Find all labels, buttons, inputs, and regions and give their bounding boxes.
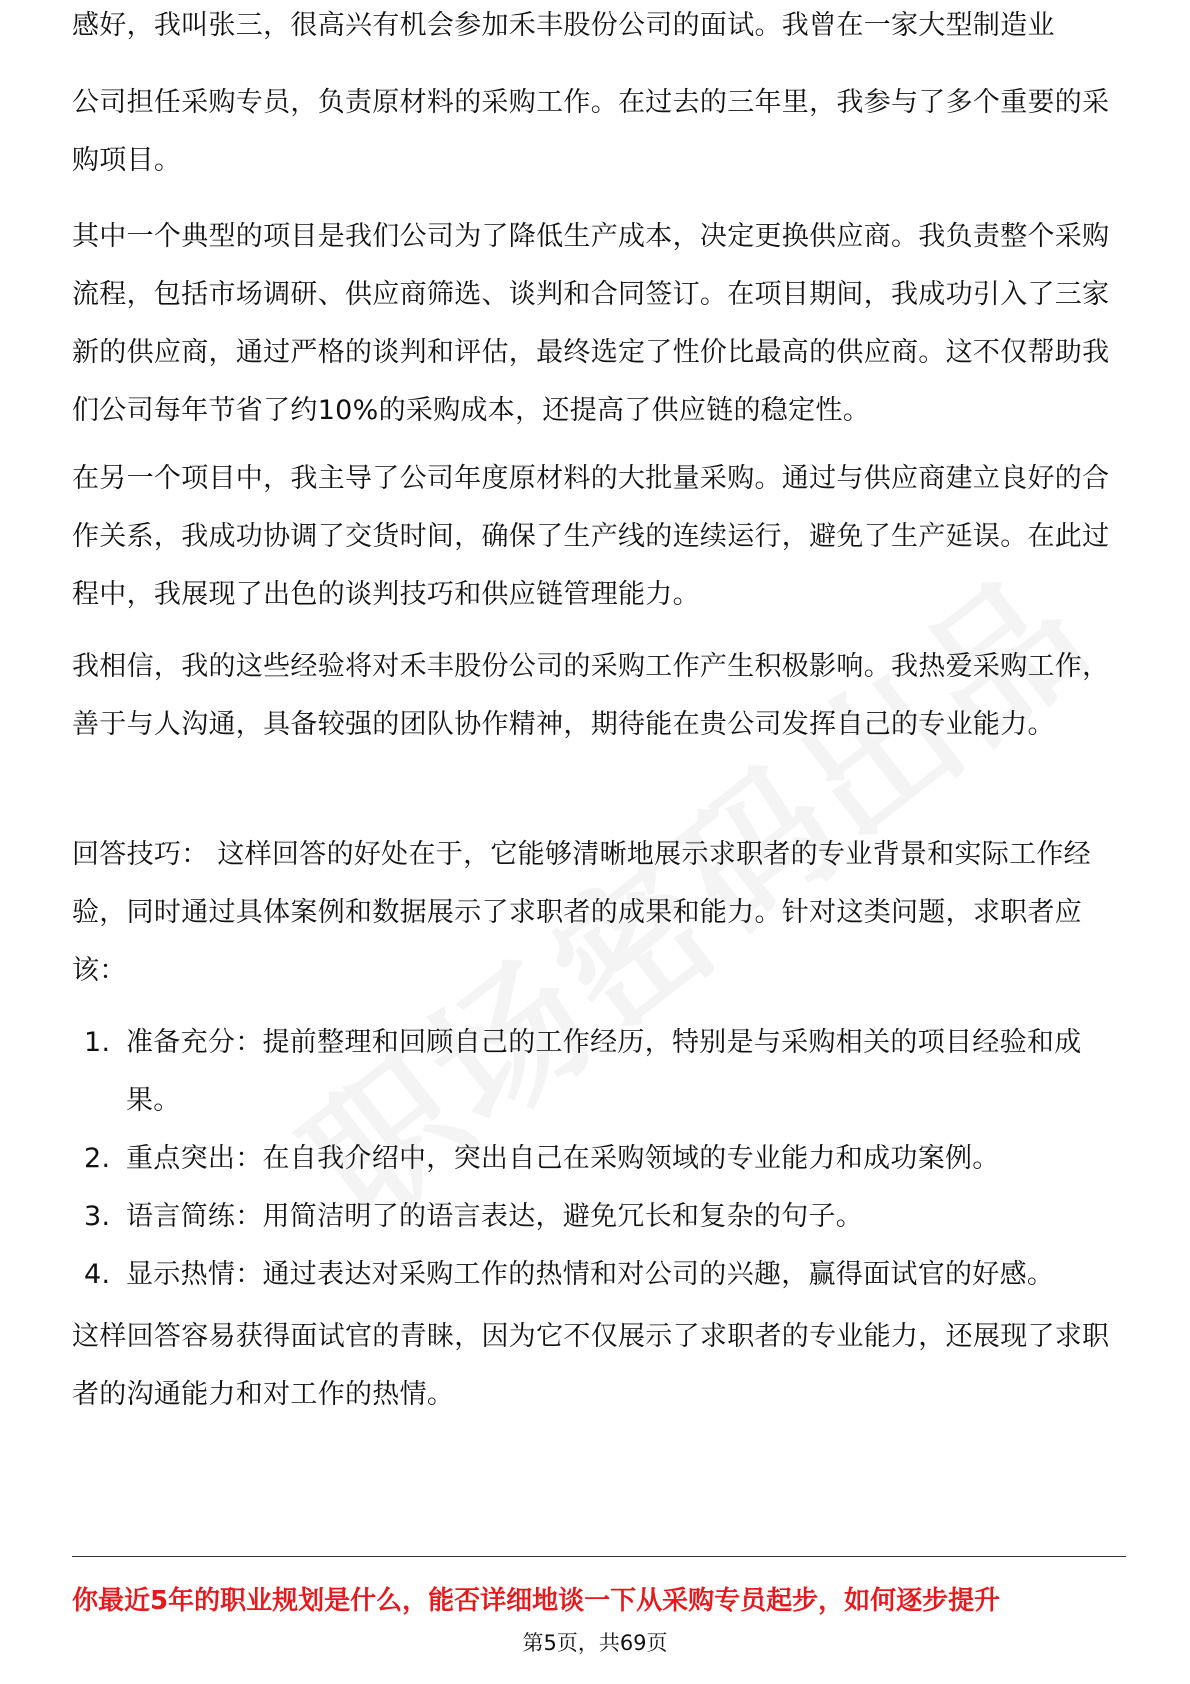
list-number: 3. bbox=[84, 1201, 111, 1232]
divider bbox=[72, 1556, 1126, 1557]
paragraph-belief: 我相信，我的这些经验将对禾丰股份公司的采购工作产生积极影响。我热爱采购工作，善于与人沟通，具备较强的团队协作精神，期待能在贵公司发挥自己的专业能力。 bbox=[72, 651, 1110, 740]
page-footer: 第5页，共69页 bbox=[522, 1631, 668, 1655]
paragraph-closing: 这样回答容易获得面试官的青睐，因为它不仅展示了求职者的专业能力，还展现了求职者的沟通能力和对工作的热情。 bbox=[72, 1321, 1110, 1410]
list-item bbox=[72, 1130, 1122, 1188]
list-number: 1. bbox=[84, 1027, 111, 1058]
list-number: 4. bbox=[84, 1259, 111, 1290]
next-question-heading: 你最近5年的职业规划是什么，能否详细地谈一下从采购专员起步，如何逐步提升 bbox=[72, 1586, 1001, 1616]
list-text: 重点突出：在自我介绍中，突出自己在采购领域的专业能力和成功案例。 bbox=[126, 1143, 1000, 1174]
list-text: 语言简练：用简洁明了的语言表达，避免冗长和复杂的句子。 bbox=[126, 1201, 864, 1232]
tips-list bbox=[72, 1014, 1122, 1304]
clipped-top-line: 感好，我叫张三，很高兴有机会参加禾丰股份公司的面试。我曾在一家大型制造业 bbox=[72, 10, 1055, 41]
list-item bbox=[72, 1188, 1122, 1246]
list-text: 显示热情：通过表达对采购工作的热情和对公司的兴趣，赢得面试官的好感。 bbox=[126, 1259, 1055, 1290]
paragraph-project-one: 其中一个典型的项目是我们公司为了降低生产成本，决定更换供应商。我负责整个采购流程，包括市场调研、供应商筛选、谈判和合同签订。在项目期间，我成功引入了三家新的供应商，通过严格的谈判和评估，最终选定了性价比最高的供应商。这不仅帮助我们公司每年节省了约10%的采购成本，还提高了供应链的稳定性。 bbox=[72, 221, 1110, 426]
list-item bbox=[72, 1246, 1122, 1304]
paragraph-intro: 公司担任采购专员，负责原材料的采购工作。在过去的三年里，我参与了多个重要的采购项目。 bbox=[72, 87, 1110, 176]
paragraph-project-two: 在另一个项目中，我主导了公司年度原材料的大批量采购。通过与供应商建立良好的合作关系，我成功协调了交货时间，确保了生产线的连续运行，避免了生产延误。在此过程中，我展现了出色的谈判技巧和供应链管理能力。 bbox=[72, 463, 1110, 610]
paragraph-answer-tips: 回答技巧： 这样回答的好处在于，它能够清晰地展示求职者的专业背景和实际工作经验，同时通过具体案例和数据展示了求职者的成果和能力。针对这类问题，求职者应该： bbox=[72, 839, 1091, 986]
list-number: 2. bbox=[84, 1143, 111, 1174]
list-text: 准备充分：提前整理和回顾自己的工作经历，特别是与采购相关的项目经验和成果。 bbox=[126, 1027, 1082, 1116]
list-item bbox=[72, 1014, 1122, 1130]
